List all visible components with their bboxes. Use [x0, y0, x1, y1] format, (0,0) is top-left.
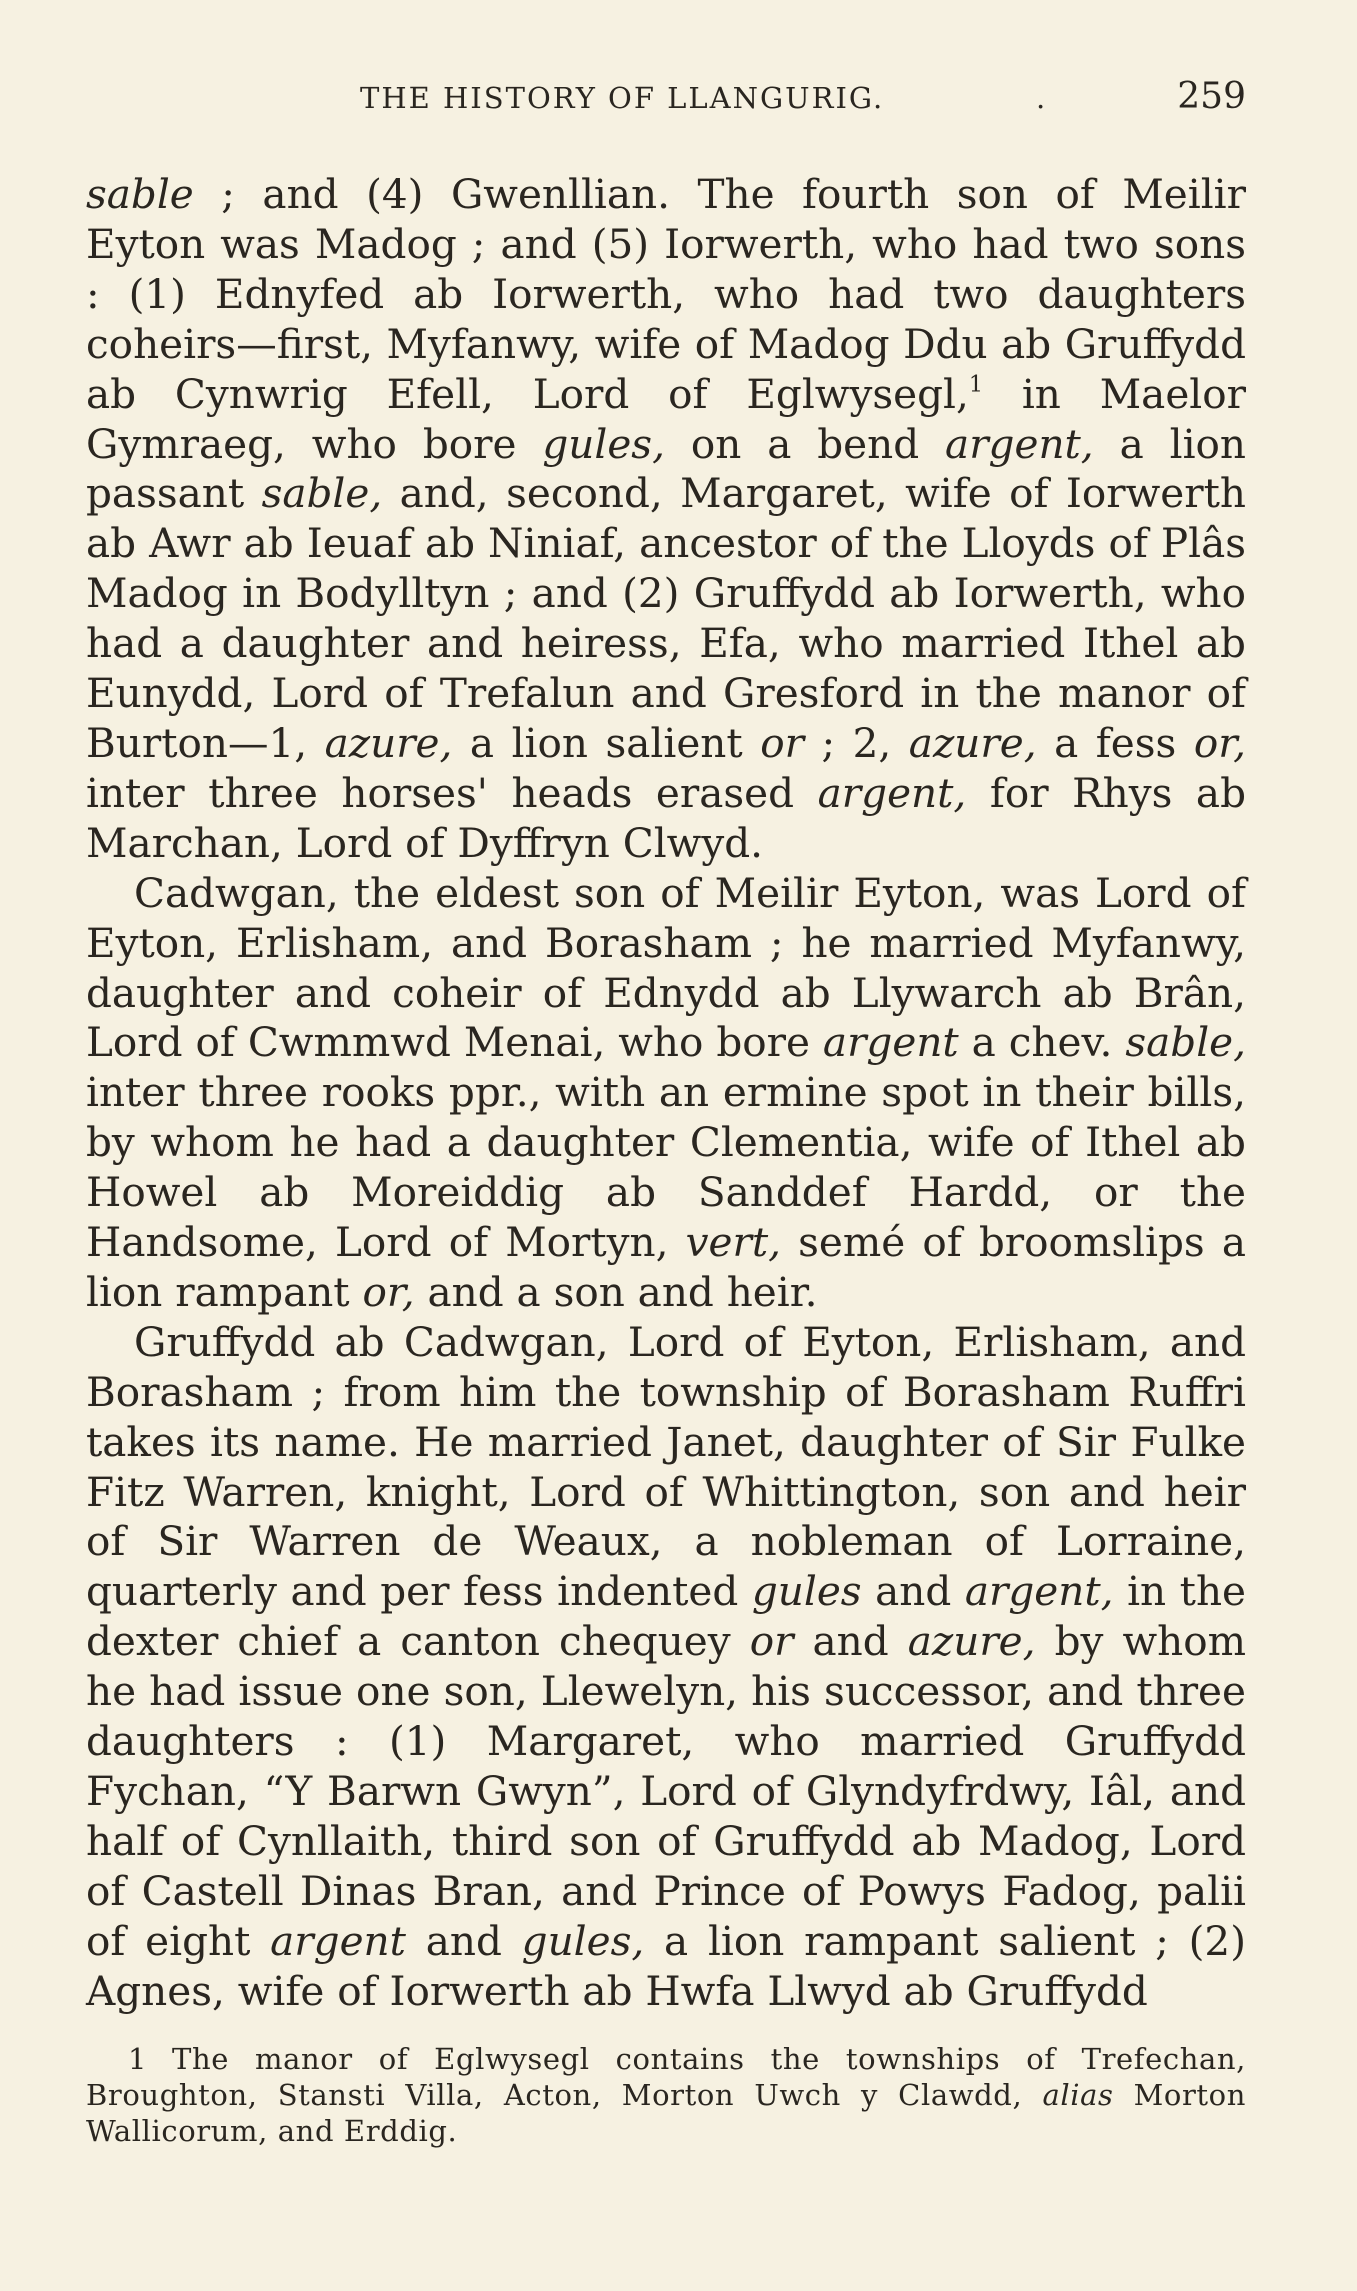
text-run: in the dexter chief a canton chequey [86, 1567, 1246, 1666]
italic-run: argent, [945, 419, 1094, 468]
text-run: for Rhys ab Marchan, Lord of Dyffryn Clwyd. [86, 768, 1246, 867]
italic-run: or [749, 1617, 794, 1666]
footnote [86, 2041, 1246, 2149]
footnote-ref: 1 [968, 370, 983, 397]
text-run: and [861, 1567, 965, 1616]
text-run: a lion salient [452, 718, 761, 767]
running-head: THE HISTORY OF LLANGURIG. [360, 81, 885, 115]
text-run: by whom he had issue one son, Llewelyn, his successor, and three daughters : (1) Margaret, who married Gruffydd Fychan, “Y Barwn Gwyn”, Lord of Glyndyfrdwy, Iâl, and half of Cynllaith, third son of Gruffydd ab Madog, Lord of Castell Dinas Bran, and Prince of Powys Fadog, palii of eight [86, 1617, 1246, 1965]
paragraph [86, 170, 1246, 869]
italic-run: sable, [261, 469, 383, 518]
text-run: and, second, Margaret, wife of Iorwerth ab Awr ab Ieuaf ab Niniaf, ancestor of the Lloyds of Plâs Madog in Bodylltyn ; and (2) Gruffydd ab Iorwerth, who had a daughter and heiress, Efa, who married Ithel ab Eunydd, Lord of Trefalun and Gresford in the manor of Burton—1, [86, 469, 1246, 767]
text-run: and [405, 1916, 522, 1965]
text-run: The manor of Eglwysegl contains the townships of Trefechan, Broughton, Stansti Villa, Acton, Morton Uwch y Clawdd, [86, 2041, 1246, 2112]
italic-run: sable, [1125, 1018, 1247, 1067]
page-number: 259 [1177, 76, 1246, 117]
italic-run: argent, [964, 1567, 1114, 1616]
body-text [86, 170, 1246, 2017]
text-run: and a son and heir. [414, 1267, 818, 1316]
text-run: Morton Wallicorum, and Erddig. [86, 2077, 1246, 2148]
book-page [86, 76, 1246, 2149]
text-run: ; 2, [803, 718, 909, 767]
italic-run: or, [362, 1267, 415, 1316]
italic-run: gules [751, 1567, 862, 1616]
italic-run: alias [1042, 2077, 1114, 2112]
text-run: a lion rampant salient ; (2) Agnes, wife of Iorwerth ab Hwfa Llwyd ab Gruffydd [86, 1916, 1247, 2015]
text-run: inter three rooks ppr., with an ermine spot in their bills, by whom he had a daughter Clementia, wife of Ithel ab Howel ab Moreiddig ab Sanddef Hardd, or the Handsome, Lord of Mortyn, [86, 1068, 1246, 1267]
text-run: Cadwgan, the eldest son of Meilir Eyton, was Lord of Eyton, Erlisham, and Borasham ; he married Myfanwy, daughter and coheir of Ednydd ab Llywarch ab Brân, Lord of Cwmmwd Menai, who bore [86, 868, 1246, 1067]
header-dot: . [1036, 81, 1046, 115]
text-run: ; and (4) Gwenllian. The fourth son of Meilir Eyton was Madog ; and (5) Iorwerth, who had two sons : (1) Ednyfed ab Iorwerth, who had two daughters coheirs—first, Myfanwy, wife of Madog Ddu ab Gruffydd ab Cynwrig Efell, Lord of Eglwysegl, [86, 170, 1246, 418]
text-run: a chev. [958, 1018, 1126, 1067]
italic-run: azure, [908, 718, 1037, 767]
footnote-mark: 1 [128, 2041, 148, 2076]
text-run: on a bend [664, 419, 946, 468]
paragraph [86, 869, 1246, 1318]
italic-run: azure, [324, 718, 453, 767]
italic-run: azure, [907, 1617, 1036, 1666]
italic-run: gules, [521, 1916, 645, 1965]
text-run: a fess [1036, 718, 1194, 767]
paragraph [86, 1318, 1246, 2017]
text-run: in Maelor Gymraeg, who bore [86, 369, 1246, 468]
text-run: Gruffydd ab Cadwgan, Lord of Eyton, Erlisham, and Borasham ; from him the township of Borasham Ruffri takes its name. He married Janet, daughter of Sir Fulke Fitz Warren, knight, Lord of Whittington, son and heir of Sir Warren de Weaux, a nobleman of Lorraine, quarterly and per fess indented [86, 1317, 1246, 1616]
text-run: a lion passant [86, 419, 1246, 518]
italic-run: argent [270, 1916, 406, 1965]
page-header [86, 76, 1246, 134]
italic-run: argent, [817, 768, 967, 817]
footnote-text [86, 2042, 1246, 2148]
italic-run: sable [86, 170, 194, 218]
italic-run: or [760, 718, 804, 767]
text-run: inter three horses' heads erased [86, 768, 818, 817]
text-run: semé of broomslips a lion rampant [86, 1218, 1246, 1316]
italic-run: gules, [542, 419, 665, 468]
italic-run: vert, [685, 1218, 781, 1267]
italic-run: argent [822, 1018, 959, 1067]
italic-run: or, [1193, 718, 1246, 767]
text-run: and [793, 1617, 908, 1666]
